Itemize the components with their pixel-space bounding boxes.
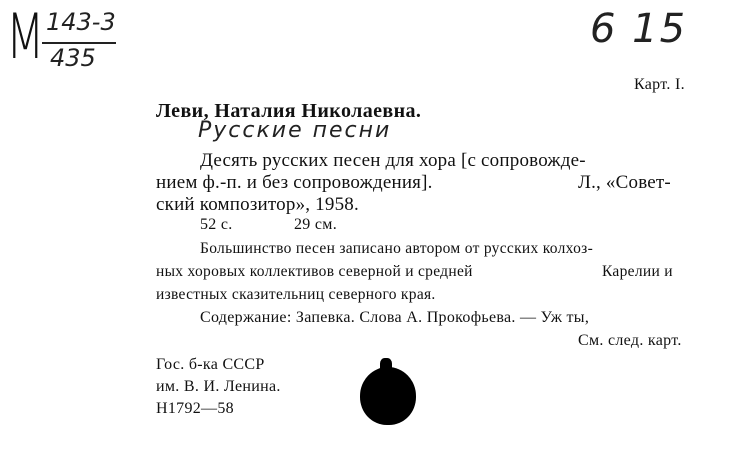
shelfmark-top: 143-3 (46, 8, 116, 36)
card-number: Карт. I. (634, 76, 685, 93)
author-heading: Леви, Наталия Николаевна. (156, 100, 422, 122)
shelfmark-letter: М (6, 0, 45, 73)
note-line-2b: Карелии и (602, 263, 673, 280)
handwritten-subject: Русские песни (198, 118, 392, 143)
note-line-2a: ных хоровых коллективов северной и средней (156, 263, 473, 280)
description-line-1: Десять русских песен для хора [с сопровожде- (200, 150, 586, 171)
description-line-2b: Л., «Совет- (578, 172, 671, 193)
shelfmark-bottom: 435 (50, 44, 96, 72)
size: 29 см. (294, 216, 338, 233)
punched-hole (360, 367, 416, 425)
contents-line-1: Содержание: Запевка. Слова А. Прокофьева. — Уж ты, (200, 309, 590, 326)
description-line-2a: нием ф.-п. и без сопровождения]. (156, 172, 433, 193)
library-line-1: Гос. б-ка СССР (156, 356, 265, 373)
library-line-2: им. В. И. Ленина. (156, 378, 281, 395)
description-line-3: ский композитор», 1958. (156, 194, 359, 215)
contents-line-2: См. след. карт. (578, 332, 682, 349)
note-line-1: Большинство песен записано автором от русских колхоз- (200, 240, 594, 257)
note-line-3: известных сказительниц северного края. (156, 286, 436, 303)
pages: 52 с. (200, 216, 233, 233)
handwritten-number: 6 15 (590, 6, 688, 52)
library-line-3: Н1792—58 (156, 400, 234, 417)
